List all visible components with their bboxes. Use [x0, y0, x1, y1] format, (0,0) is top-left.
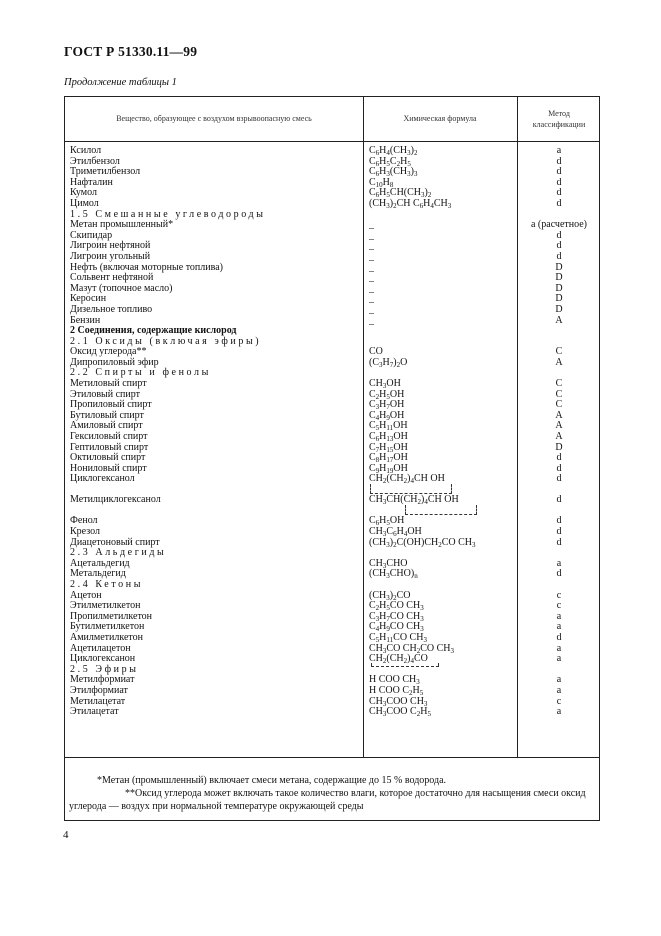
- chemical-formula: $(CH_3)_2CO$: [369, 589, 411, 602]
- classification-method: a: [556, 621, 562, 633]
- column-header-substance: Вещество, образующее с воздухом взрывоопасную смесь: [116, 114, 312, 123]
- classification-method: D: [555, 272, 563, 284]
- table-row: [65, 559, 599, 570]
- chemical-formula: $C_9H_{19}OH$: [369, 462, 408, 475]
- classification-method: d: [556, 250, 562, 262]
- chemical-formula: _: [369, 303, 374, 315]
- table-row: [65, 379, 599, 390]
- chemical-formula: $C_6H_{13}OH$: [369, 431, 408, 444]
- table-row: [65, 220, 599, 231]
- classification-method: A: [555, 356, 563, 368]
- substance-name: Амилметилкетон: [70, 631, 144, 643]
- classification-method: c: [556, 600, 562, 612]
- substance-name: 2.1 Оксиды (включая эфиры): [70, 335, 262, 347]
- substance-name: 2.5 Эфиры: [70, 663, 139, 675]
- classification-method: a: [556, 674, 562, 686]
- ring-bond-bracket: [405, 505, 477, 515]
- table-row: [65, 675, 599, 686]
- substance-name: Октиловый спирт: [70, 452, 146, 464]
- substance-name: Крезол: [70, 526, 100, 537]
- table-row: [65, 591, 599, 602]
- classification-method: D: [555, 303, 563, 315]
- classification-method: C: [555, 346, 563, 358]
- table-row: [65, 199, 599, 210]
- chemical-formula: H COO $CH_3$: [369, 674, 420, 687]
- substance-name: Бензин: [70, 314, 101, 326]
- classification-method: a (расчетное): [530, 219, 588, 231]
- classification-method: C: [555, 378, 563, 390]
- chemical-formula: $CH_3C_6H_4OH$: [369, 526, 422, 538]
- chemical-formula: $C_6H_4(CH_3)_2$: [369, 145, 418, 157]
- chemical-formula: $CH_3CHO$: [369, 557, 408, 570]
- table-row: [65, 569, 599, 580]
- classification-method: D: [555, 282, 563, 294]
- table-row: [65, 474, 599, 495]
- classification-method: d: [556, 515, 562, 527]
- table-row: [65, 411, 599, 422]
- classification-method: a: [556, 610, 562, 622]
- chemical-formula: $(C_3H_7)_2O$: [369, 356, 408, 369]
- substance-name: Мазут (топочное масло): [70, 282, 173, 294]
- chemical-formula: $C_5H_{11}CO$ $CH_3$: [369, 631, 427, 644]
- substance-name: Лигроин нефтяной: [70, 240, 151, 252]
- substance-name: Триметилбензол: [70, 166, 141, 178]
- substance-name: Нафталин: [70, 176, 113, 188]
- chemical-formula: _: [369, 229, 374, 241]
- classification-method: a: [556, 684, 562, 696]
- classification-method: d: [556, 166, 562, 178]
- substance-name: Диацетоновый спирт: [70, 536, 160, 548]
- chemical-formula: _: [369, 240, 374, 252]
- substance-name: 2.4 Кетоны: [70, 578, 144, 590]
- table-footnotes: [64, 758, 600, 821]
- table-row: [65, 548, 599, 559]
- classification-method: d: [556, 240, 562, 252]
- classification-table: [64, 96, 600, 758]
- classification-method: d: [556, 229, 562, 241]
- table-row: [65, 527, 599, 538]
- table-row: [65, 612, 599, 623]
- classification-method: d: [556, 631, 562, 643]
- substance-name: Дизельное топливо: [70, 303, 153, 315]
- classification-method: d: [556, 526, 562, 537]
- table-row: [65, 146, 599, 157]
- chemical-formula: _: [369, 293, 374, 305]
- chemical-formula: _: [369, 314, 374, 326]
- substance-name: Метилциклогексанол: [70, 494, 161, 506]
- classification-method: D: [555, 293, 563, 305]
- chemical-formula: $C_2H_5CO$ $CH_3$: [369, 600, 424, 613]
- substance-name: Керосин: [70, 293, 107, 305]
- table-row: [65, 178, 599, 189]
- classification-method: d: [556, 176, 562, 188]
- substance-name: Дипропиловый эфир: [70, 356, 159, 368]
- classification-method: a: [556, 145, 562, 156]
- substance-name: Циклогексанол: [70, 473, 135, 485]
- substance-name: Метилацетат: [70, 695, 126, 707]
- table-row: [65, 252, 599, 263]
- substance-name: Скипидар: [70, 229, 113, 241]
- classification-method: A: [555, 409, 563, 421]
- chemical-formula: $CH_2(CH_2)_4CO$: [369, 653, 428, 666]
- chemical-formula: $C_3H_7OH$: [369, 399, 405, 412]
- chemical-formula: $CH_3COO$ $CH_3$: [369, 695, 428, 708]
- classification-method: a: [556, 557, 562, 569]
- chemical-formula: $CH_3OH$: [369, 378, 401, 391]
- chemical-formula: $C_3H_7CO$ $CH_3$: [369, 610, 424, 623]
- substance-name: Амиловый спирт: [70, 420, 143, 432]
- chemical-formula: _: [369, 219, 374, 231]
- classification-method: D: [555, 261, 563, 273]
- classification-method: d: [556, 462, 562, 474]
- substance-name: Цимол: [70, 197, 99, 209]
- table-continuation-caption: Продолжение таблицы 1: [64, 77, 177, 88]
- table-row: [65, 516, 599, 527]
- table-row: [65, 707, 599, 718]
- table-row: [65, 495, 599, 516]
- chemical-formula: $(CH_3CHO)_n$: [369, 568, 418, 581]
- substance-name: Этилацетат: [70, 706, 119, 718]
- classification-method: d: [556, 155, 562, 167]
- substance-name: Бутилметилкетон: [70, 621, 145, 633]
- substance-name: Лигроин угольный: [70, 250, 151, 262]
- footnote-carbon-monoxide: **Оксид углерода может включать такое количество влаги, которое достаточно для насыщения смеси оксид углерода — воздух при нормальной температуре окружающей среды: [69, 788, 586, 812]
- table-row: [65, 580, 599, 591]
- classification-method: a: [556, 653, 562, 665]
- classification-method: a: [556, 642, 562, 654]
- footnote-methane: *Метан (промышленный) включает смеси метана, содержащие до 15 % водорода.: [97, 775, 447, 786]
- substance-name: Пропиловый спирт: [70, 399, 152, 411]
- classification-method: C: [555, 388, 563, 400]
- table-row: [65, 464, 599, 475]
- substance-name: Метиловый спирт: [70, 378, 147, 390]
- substance-name: Ацетилацетон: [70, 642, 131, 654]
- substance-name: Ацетальдегид: [70, 557, 130, 569]
- classification-method: A: [555, 314, 563, 326]
- substance-name: Этилформиат: [70, 684, 128, 696]
- table-row: [65, 622, 599, 633]
- classification-method: a: [556, 706, 562, 718]
- chemical-formula: $C_5H_{11}OH$: [369, 420, 408, 433]
- classification-method: d: [556, 197, 562, 209]
- substance-name: Циклогексанон: [70, 653, 136, 665]
- chemical-formula: $(CH_3)_2C(OH)CH_2CO$ $CH_3$: [369, 536, 476, 549]
- chemical-formula: _: [369, 272, 374, 284]
- table-row: [65, 157, 599, 168]
- classification-method: d: [556, 473, 562, 485]
- chemical-formula: $CH_3CH(CH_2)_4CH$ OH: [369, 494, 459, 507]
- substance-name: Ацетон: [70, 589, 102, 601]
- table-row: [65, 633, 599, 644]
- chemical-formula: $C_2H_5OH$: [369, 388, 405, 401]
- chemical-formula: $C_7H_{15}OH$: [369, 441, 408, 454]
- classification-method: d: [556, 452, 562, 464]
- substance-name: Метальдегид: [70, 568, 126, 580]
- table-row: [65, 305, 599, 316]
- substance-name: 2.3 Альдегиды: [70, 547, 167, 559]
- substance-name: Сольвент нефтяной: [70, 272, 154, 284]
- classification-method: d: [556, 568, 562, 580]
- classification-method: d: [556, 536, 562, 548]
- substance-name: Нониловый спирт: [70, 462, 147, 474]
- chemical-formula: _: [369, 250, 374, 262]
- chemical-formula: $C_{10}H_8$: [369, 176, 394, 189]
- classification-method: c: [556, 695, 562, 707]
- substance-name: Нефть (включая моторные топлива): [70, 261, 223, 273]
- substance-name: Кумол: [70, 187, 97, 199]
- substance-name: 2 Соединения, содержащие кислород: [70, 325, 237, 337]
- substance-name: Ксилол: [70, 145, 102, 156]
- document-title: ГОСТ Р 51330.11—99: [64, 44, 198, 59]
- table-row: [65, 167, 599, 178]
- chemical-formula: CO: [369, 346, 383, 358]
- substance-name: Оксид углерода**: [70, 346, 147, 358]
- table-row: [65, 284, 599, 295]
- table-row: [65, 665, 599, 676]
- chemical-formula: $C_8H_{17}OH$: [369, 452, 408, 465]
- chemical-formula: $C_6H_3(CH_3)_3$: [369, 166, 418, 179]
- page-number: 4: [63, 829, 69, 841]
- table-row: [65, 400, 599, 411]
- chemical-formula: $C_6H_5OH$: [369, 515, 405, 528]
- classification-method: d: [556, 494, 562, 506]
- table-row: [65, 686, 599, 697]
- ring-bond-bracket: [370, 484, 452, 494]
- substance-name: Этилбензол: [70, 155, 120, 167]
- table-body: [65, 146, 599, 718]
- column-header-method-text: Метод классификации: [532, 109, 586, 129]
- substance-name: Метилформиат: [70, 674, 135, 686]
- classification-method: c: [556, 589, 562, 601]
- chemical-formula: _: [369, 261, 374, 273]
- substance-name: Гексиловый спирт: [70, 431, 148, 443]
- chemical-formula: $CH_2(CH_2)_4CH$ OH: [369, 473, 445, 486]
- classification-method: d: [556, 187, 562, 199]
- substance-name: Этилметилкетон: [70, 600, 141, 612]
- chemical-formula: $C_6H_5C_2H_5$: [369, 155, 411, 168]
- classification-method: A: [555, 431, 563, 443]
- substance-name: Гептиловый спирт: [70, 441, 149, 453]
- chemical-formula: $CH_3COO$ $C_2H_5$: [369, 706, 431, 719]
- classification-method: D: [555, 441, 563, 453]
- chemical-formula: $C_6H_5CH(CH_3)_2$: [369, 187, 432, 200]
- table-row: [65, 443, 599, 454]
- substance-name: 1.5 Смешанные углеводороды: [70, 208, 266, 220]
- classification-method: A: [555, 420, 563, 432]
- classification-method: C: [555, 399, 563, 411]
- table-row: [65, 654, 599, 665]
- table-row: [65, 644, 599, 655]
- chemical-formula: $C_4H_9CO$ $CH_3$: [369, 621, 424, 634]
- substance-name: Фенол: [70, 515, 98, 527]
- column-header-method: [521, 108, 597, 130]
- chemical-formula: H COO $C_2H_5$: [369, 684, 424, 697]
- substance-name: Бутиловый спирт: [70, 409, 144, 421]
- chemical-formula: $(CH_3)_2CH$ $C_6H_4CH_3$: [369, 197, 452, 210]
- column-header-formula: Химическая формула: [403, 114, 477, 123]
- chemical-formula: _: [369, 282, 374, 294]
- substance-name: 2.2 Спирты и фенолы: [70, 367, 211, 379]
- table-row: [65, 188, 599, 199]
- table-row: [65, 697, 599, 708]
- chemical-formula: $C_4H_9OH$: [369, 409, 405, 422]
- substance-name: Этиловый спирт: [70, 388, 140, 400]
- substance-name: Пропилметилкетон: [70, 610, 153, 622]
- substance-name: Метан промышленный*: [70, 219, 174, 231]
- chemical-formula: $CH_3CO$ $CH_2CO$ $CH_3$: [369, 642, 454, 655]
